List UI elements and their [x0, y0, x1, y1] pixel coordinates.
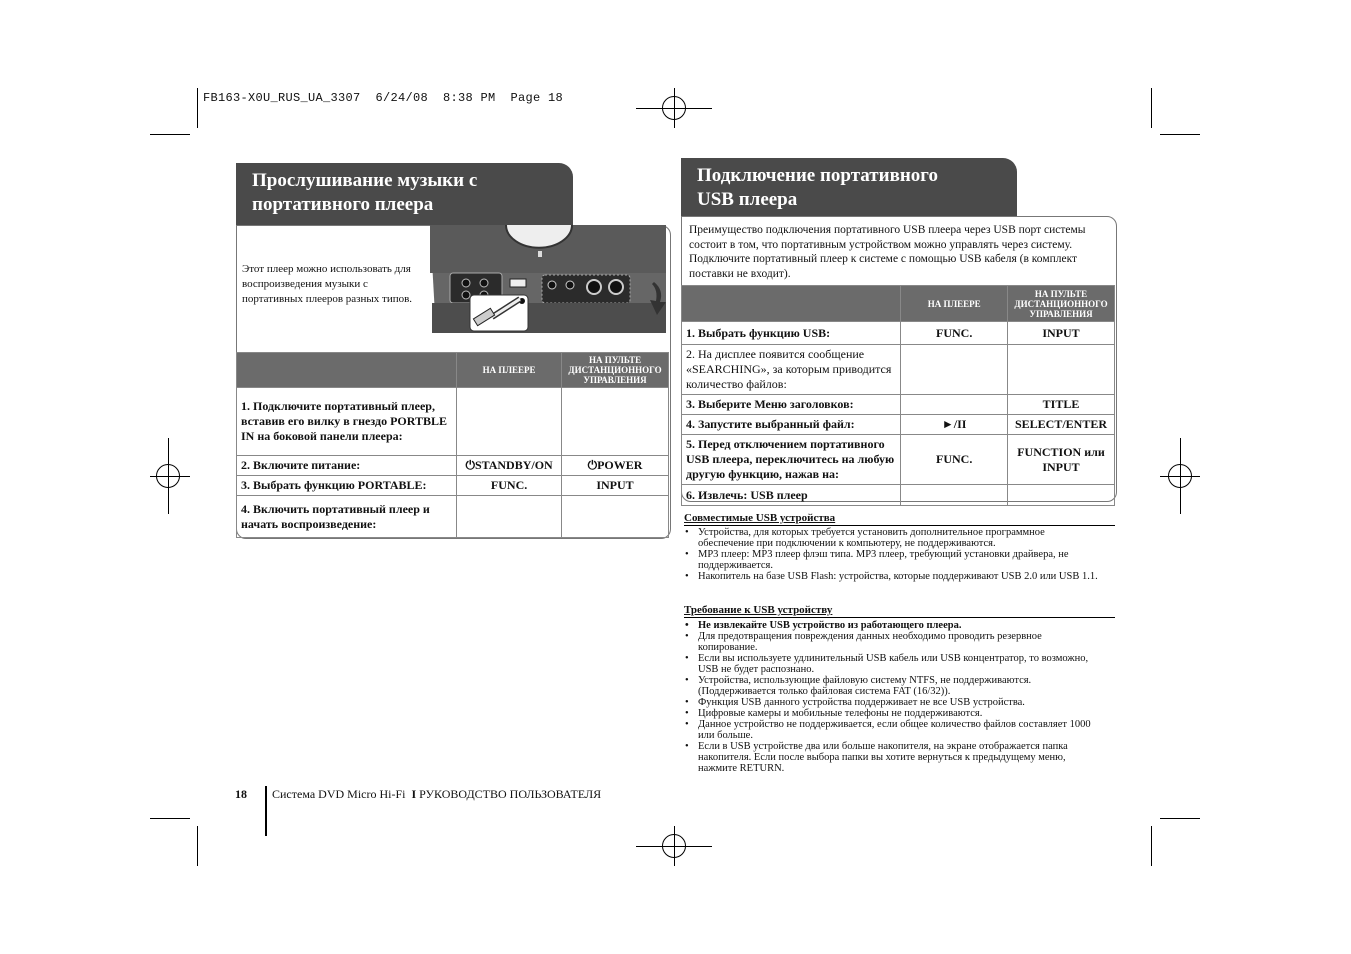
remote-cell: FUNCTION или INPUT [1008, 435, 1115, 485]
player-cell-label: STANDBY/ON [474, 458, 553, 472]
crop-mark [1160, 134, 1200, 135]
footer-manual: РУКОВОДСТВО ПОЛЬЗОВАТЕЛЯ [419, 787, 602, 801]
remote-cell: INPUT [1008, 322, 1115, 345]
remote-cell-label: POWER [597, 458, 643, 472]
table-row [682, 395, 1115, 415]
list-item: • MP3 плеер: MP3 плеер флэш типа. MP3 плеер, требующий установки драйвера, не поддерживается. [684, 549, 1102, 571]
step-label: 2. Включите питание: [237, 456, 457, 476]
footer-text [272, 787, 601, 802]
table-header-blank [237, 353, 457, 388]
requirements-title: Требование к USB устройству [684, 604, 1115, 618]
list-item: • Если в USB устройстве два или больше накопителя, на экране отображается папка накопителя. Если после выбора папки вы хотите вернуться к предыдущему меню, нажмите RETURN. [684, 741, 1102, 774]
crop-mark [150, 818, 190, 819]
right-steps-table [681, 285, 1115, 506]
table-row [682, 435, 1115, 485]
player-cell [457, 388, 562, 456]
list-item: • Цифровые камеры и мобильные телефоны не поддерживаются. [684, 708, 1102, 719]
arrow-down-icon [648, 282, 670, 316]
list-item: • Для предотвращения повреждения данных необходимо проводить резервное копирование. [684, 631, 1102, 653]
col-header-remote: НА ПУЛЬТЕ ДИСТАНЦИОННОГО УПРАВЛЕНИЯ [562, 353, 669, 388]
player-cell [457, 496, 562, 538]
player-cell [901, 485, 1008, 506]
crop-mark [1151, 88, 1152, 128]
remote-cell: SELECT/ENTER [1008, 415, 1115, 435]
remote-cell: TITLE [1008, 395, 1115, 415]
remote-cell: INPUT [562, 476, 669, 496]
player-cell [901, 395, 1008, 415]
remote-cell [1008, 485, 1115, 506]
player-cell [457, 456, 562, 476]
list-item: • Накопитель на базе USB Flash: устройства, которые поддерживают USB 2.0 или USB 1.1. [684, 571, 1102, 582]
player-cell: FUNC. [457, 476, 562, 496]
table-row [682, 415, 1115, 435]
col-header-remote: НА ПУЛЬТЕ ДИСТАНЦИОННОГО УПРАВЛЕНИЯ [1008, 286, 1115, 322]
play-pause-icon: ►/II [901, 415, 1008, 435]
crop-mark [150, 134, 190, 135]
step-label: 4. Запустите выбранный файл: [682, 415, 901, 435]
footer-separator: I [411, 787, 417, 801]
col-header-player: НА ПЛЕЕРЕ [901, 286, 1008, 322]
col-header-player: НА ПЛЕЕРЕ [457, 353, 562, 388]
remote-cell [562, 496, 669, 538]
table-row [237, 456, 669, 476]
left-intro-text: Этот плеер можно использовать для воспроизведения музыки с портативных плееров разных типов. [242, 263, 413, 305]
table-row [682, 485, 1115, 506]
player-cell: FUNC. [901, 322, 1008, 345]
step-label: 1. Подключите портативный плеер, вставив его вилку в гнездо PORTBLE IN на боковой панели плеера: [237, 388, 457, 456]
compatible-devices-title: Совместимые USB устройства [684, 512, 1115, 526]
table-row [682, 322, 1115, 345]
page-number: 18 [235, 787, 247, 801]
right-title-line2: USB плеера [697, 189, 798, 210]
crop-mark [1160, 818, 1200, 819]
step-label: 6. Извлечь: USB плеер [682, 485, 901, 506]
step-label: 5. Перед отключением портативного USB плеера, переключитесь на любую другую функцию, нажав на: [682, 435, 901, 485]
left-steps-table [236, 352, 669, 538]
power-icon: ⏻ [587, 458, 598, 472]
table-row [237, 476, 669, 496]
table-row [237, 388, 669, 456]
list-item: • Устройства, для которых требуется установить дополнительное программное обеспечение при подключении к компьютеру, не поддерживаются. [684, 527, 1102, 549]
requirements-list [684, 620, 1102, 774]
crop-mark [197, 826, 198, 866]
remote-cell [562, 388, 669, 456]
right-intro-text: Преимущество подключения портативного USB плеера через USB порт системы состоит в том, что портативным устройством можно управлять через систему. Подключите портативный плеер к системе с помощью USB кабеля (в комплект поставки не входит). [689, 224, 1086, 280]
list-item: • Данное устройство не поддерживается, если общее количество файлов составляет 1000 или больше. [684, 719, 1102, 741]
step-label: 3. Выберите Меню заголовков: [682, 395, 901, 415]
compatible-devices-list [684, 527, 1102, 582]
crop-mark [197, 88, 198, 128]
table-header-blank [682, 286, 901, 322]
player-cell [901, 345, 1008, 395]
left-section-title [236, 163, 573, 229]
footer-product: Система DVD Micro Hi-Fi [272, 787, 406, 801]
step-label: 2. На дисплее появится сообщение «SEARCHING», за которым приводится количество файлов: [682, 345, 901, 395]
step-label: 1. Выбрать функцию USB: [682, 322, 901, 345]
player-cell: FUNC. [901, 435, 1008, 485]
list-item: • Если вы используете удлинительный USB кабель или USB концентратор, то возможно, USB не будет распознано. [684, 653, 1102, 675]
remote-cell [1008, 345, 1115, 395]
power-icon: ⏻ [465, 458, 475, 472]
table-row [237, 496, 669, 538]
right-section-title [681, 158, 1017, 222]
remote-cell [562, 456, 669, 476]
left-title-line2: портативного плеера [252, 194, 434, 215]
left-title-line1: Прослушивание музыки с [252, 170, 478, 191]
right-title-line1: Подключение портативного [697, 165, 938, 186]
list-item: • Устройства, использующие файловую систему NTFS, не поддерживаются. (Поддерживается только файловая система FAT (16/32)). [684, 675, 1102, 697]
device-illustration [430, 225, 670, 335]
list-item: • Не извлекайте USB устройство из работающего плеера. [684, 620, 1102, 631]
step-label: 3. Выбрать функцию PORTABLE: [237, 476, 457, 496]
list-item: • Функция USB данного устройства поддерживает не все USB устройства. [684, 697, 1102, 708]
step-label: 4. Включить портативный плеер и начать воспроизведение: [237, 496, 457, 538]
footer-divider [265, 786, 267, 836]
print-header: FB163-X0U_RUS_UA_3307 6/24/08 8:38 PM Page 18 [203, 91, 564, 105]
crop-mark [1151, 826, 1152, 866]
table-row [682, 345, 1115, 395]
